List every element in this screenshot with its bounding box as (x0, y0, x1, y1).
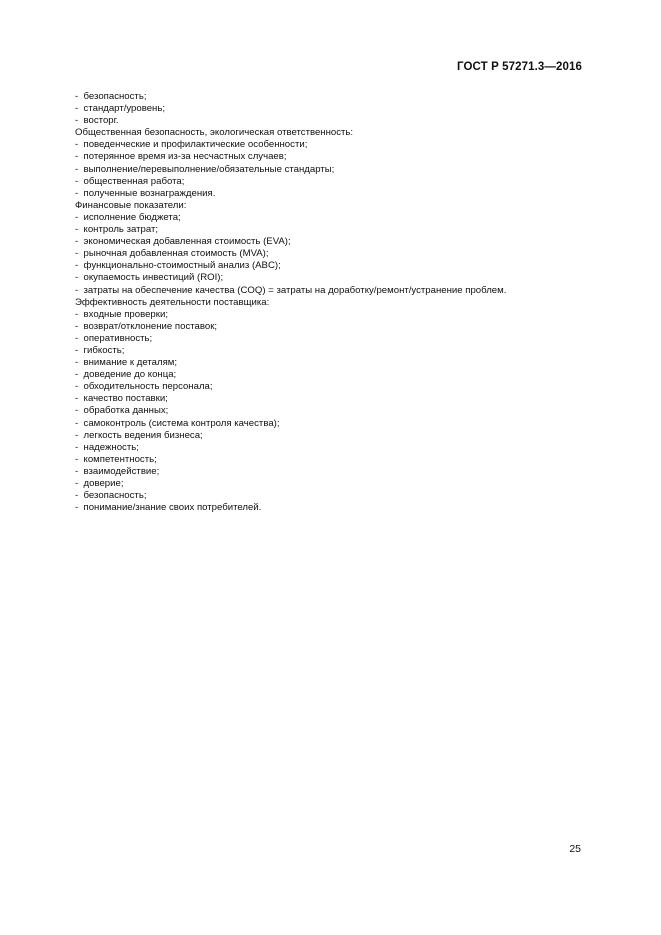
list-item: - доведение до конца; (75, 369, 595, 381)
list-item: - обходительность персонала; (75, 381, 595, 393)
document-body (75, 91, 595, 514)
list-item: - компетентность; (75, 454, 595, 466)
page-number: 25 (569, 843, 581, 855)
list-item: - самоконтроль (система контроля качества); (75, 418, 595, 430)
list-item: - оперативность; (75, 333, 595, 345)
list-item: - надежность; (75, 442, 595, 454)
list-item: - потерянное время из-за несчастных случаев; (75, 151, 595, 163)
document-header (457, 61, 582, 73)
list-item: - качество поставки; (75, 393, 595, 405)
list-item: - рыночная добавленная стоимость (MVA); (75, 248, 595, 260)
list-item: - легкость ведения бизнеса; (75, 430, 595, 442)
list-item: - исполнение бюджета; (75, 212, 595, 224)
list-item: - возврат/отклонение поставок; (75, 321, 595, 333)
list-item: - экономическая добавленная стоимость (EVA); (75, 236, 595, 248)
list-item: - безопасность; (75, 490, 595, 502)
list-item: - поведенческие и профилактические особенности; (75, 139, 595, 151)
list-item: - контроль затрат; (75, 224, 595, 236)
list-item: - доверие; (75, 478, 595, 490)
list-item: - гибкость; (75, 345, 595, 357)
list-item: - восторг. (75, 115, 595, 127)
list-item: - общественная работа; (75, 176, 595, 188)
section-heading: Общественная безопасность, экологическая ответственность: (75, 127, 354, 139)
list-item: - функционально-стоимостный анализ (ABC); (75, 260, 595, 272)
list-item: - полученные вознаграждения. (75, 188, 595, 200)
list-item: - выполнение/перевыполнение/обязательные стандарты; (75, 164, 595, 176)
list-item: - обработка данных; (75, 405, 595, 417)
list-item: - безопасность; (75, 91, 595, 103)
list-item: - стандарт/уровень; (75, 103, 595, 115)
list-item: - входные проверки; (75, 309, 595, 321)
document-id: ГОСТ Р 57271.3—2016 (457, 61, 582, 73)
list-item: - внимание к деталям; (75, 357, 595, 369)
list-item: - окупаемость инвестиций (ROI); (75, 272, 595, 284)
section-heading: Финансовые показатели: (75, 199, 187, 211)
list-item: - взаимодействие; (75, 466, 595, 478)
section-heading: Эффективность деятельности поставщика: (75, 296, 270, 308)
list-item: - затраты на обеспечение качества (COQ) = затраты на доработку/ремонт/устранение проблем. (75, 285, 595, 297)
list-item: - понимание/знание своих потребителей. (75, 502, 595, 514)
